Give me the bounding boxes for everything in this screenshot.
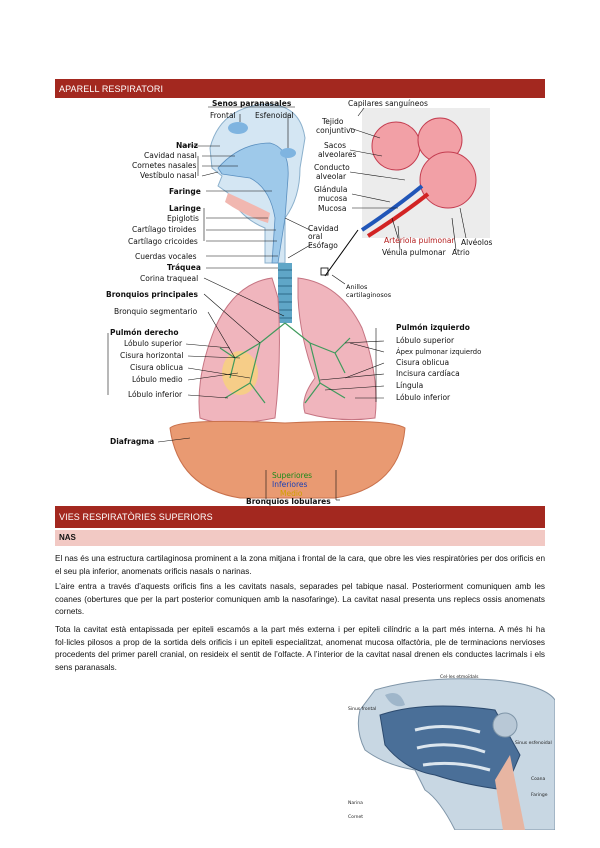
label-esofago: Esófago [308, 241, 338, 250]
label-anillos-1: Anillos [346, 283, 368, 291]
label-apex: Ápex pulmonar izquierdo [396, 348, 482, 356]
label-pulmon-derecho: Pulmón derecho [110, 328, 179, 337]
label-frontal: Frontal [210, 111, 236, 120]
label-cavidad-oral-1: Cavidad [308, 224, 339, 233]
label-medio: Medio [280, 489, 303, 498]
label-epiglotis: Epiglotis [167, 214, 199, 223]
label-tejido-1: Tejido [322, 117, 344, 126]
label-lobulo-medio: Lóbulo medio [132, 375, 183, 384]
nose-label-coana: Coana [531, 777, 546, 782]
label-lobulo-superior-d: Lóbulo superior [124, 339, 183, 348]
left-lung [298, 278, 376, 420]
label-glandula-1: Glándula [314, 185, 348, 194]
label-cornetes: Cornetes nasales [132, 161, 197, 170]
label-bronquio-segmentario: Bronquio segmentario [114, 307, 198, 316]
label-sacos-1: Sacos [324, 141, 346, 150]
label-vestibulo: Vestíbulo nasal [140, 171, 197, 180]
label-faringe: Faringe [169, 187, 201, 196]
nose-label-narina: Narina [348, 801, 363, 806]
label-capilares: Capilares sanguíneos [348, 99, 428, 108]
label-diafragma: Diafragma [110, 437, 155, 446]
head-silhouette [210, 104, 305, 263]
label-sacos-2: alveolares [318, 150, 357, 159]
nose-label-sinus-frontal: Sinus frontal [348, 707, 377, 712]
label-alveolos: Alvéolos [461, 238, 493, 247]
section-header [55, 506, 545, 528]
label-arteriola: Arteriola pulmonar [384, 236, 455, 245]
label-bronquios-principales: Bronquios principales [106, 290, 198, 299]
sinus-esfenoidal [493, 713, 517, 737]
label-glandula-2: mucosa [318, 194, 348, 203]
label-pulmon-izquierdo: Pulmón izquierdo [396, 323, 470, 332]
label-nariz: Nariz [176, 141, 198, 150]
label-lobulo-inferior-d: Lóbulo inferior [128, 390, 183, 399]
sphenoid-sinus [280, 148, 296, 158]
label-senos-paranasales: Senos paranasales [212, 99, 292, 108]
subsection-title: NAS [59, 533, 76, 542]
label-cricoides: Cartílago cricoides [128, 237, 198, 246]
label-tiroides: Cartílago tiroides [132, 225, 197, 234]
label-corina: Corina traqueal [140, 274, 199, 283]
label-cavidad-oral-2: oral [308, 232, 323, 241]
label-esfenoidal: Esfenoidal [255, 111, 294, 120]
label-laringe: Laringe [169, 204, 201, 213]
label-bronquios-lobulares: Bronquios lobulares [246, 497, 331, 506]
label-lingula: Língula [396, 381, 424, 390]
label-tejido-2: conjuntivo [316, 126, 356, 135]
section-header [55, 79, 545, 98]
label-conducto-2: alveolar [316, 172, 347, 181]
alveolar-sac-3 [420, 152, 476, 208]
label-inferiores: Inferiores [272, 480, 308, 489]
label-cisura-obl-i: Cisura oblicua [396, 358, 450, 367]
label-traquea: Tráquea [167, 263, 201, 272]
section-title: APARELL RESPIRATORI [59, 84, 164, 94]
label-cisura-obl-d: Cisura oblicua [130, 363, 184, 372]
frontal-sinus [228, 122, 248, 134]
label-anillos-2: cartilaginosos [346, 291, 392, 299]
label-conducto-1: Conducto [314, 163, 350, 172]
label-atrio: Atrio [452, 248, 470, 257]
label-venula: Vénula pulmonar [382, 248, 446, 257]
nose-label-faringe: Faringe [531, 793, 548, 798]
respiratory-system-diagram [100, 98, 500, 506]
label-mucosa: Mucosa [318, 204, 347, 213]
paragraph: El nas és una estructura cartilaginosa prominent a la zona mitjana i frontal de la cara, que obre les vies respiratòries per dos orificis en el seu pla inferior, anomenats orificis nasals o narinas. [55, 554, 545, 576]
label-lobulo-inferior-i: Lóbulo inferior [396, 393, 451, 402]
subsection-header [55, 530, 545, 546]
nose-label-sinus-esfenoidal: Sinus esfenoidal [515, 741, 552, 746]
label-superiores: Superiores [272, 471, 313, 480]
paragraph: L’aire entra a través d’aquests orificis fins a les cavitats nasals, separades pel tabique nasal. Posteriorment comuniquen amb les coanes (obertures que per la part posterior comuniquen amb la nasofaringe). La cavitat nasal presenta uns replecs ossis anomenats cornets. [55, 582, 545, 616]
nose-label-cornet: Cornet [348, 815, 364, 820]
label-cuerdas: Cuerdas vocales [135, 252, 197, 261]
right-lung [199, 278, 279, 423]
label-lobulo-superior-i: Lóbulo superior [396, 336, 455, 345]
alveolar-sac-1 [372, 122, 420, 170]
nose-label-cels: Cel·les etmoïdals [440, 675, 479, 680]
label-cavidad-nasal: Cavidad nasal [144, 151, 197, 160]
label-cisura-horizontal: Cisura horizontal [120, 351, 184, 360]
paragraph: Tota la cavitat està entapissada per epiteli escamós a la part més externa i per epiteli cilíndric a la part més interna. A més hi ha fol·licles pilosos a prop de la sortida dels orificis i un epiteli especialitzat, anomenat mucosa olfactòria, ple de terminacions nervioses procedents del primer parell cranial, on resideix el sentit de l’olfacte. A l’interior de la cavitat nasal drenen els conductes lacrimals i els sens paranasals. [55, 625, 545, 672]
inset-pointer [325, 230, 358, 276]
section-title: VIES RESPIRATÒRIES SUPERIORS [59, 512, 213, 522]
label-incisura: Incisura cardíaca [396, 369, 460, 378]
nasal-cavity-figure [345, 670, 555, 830]
